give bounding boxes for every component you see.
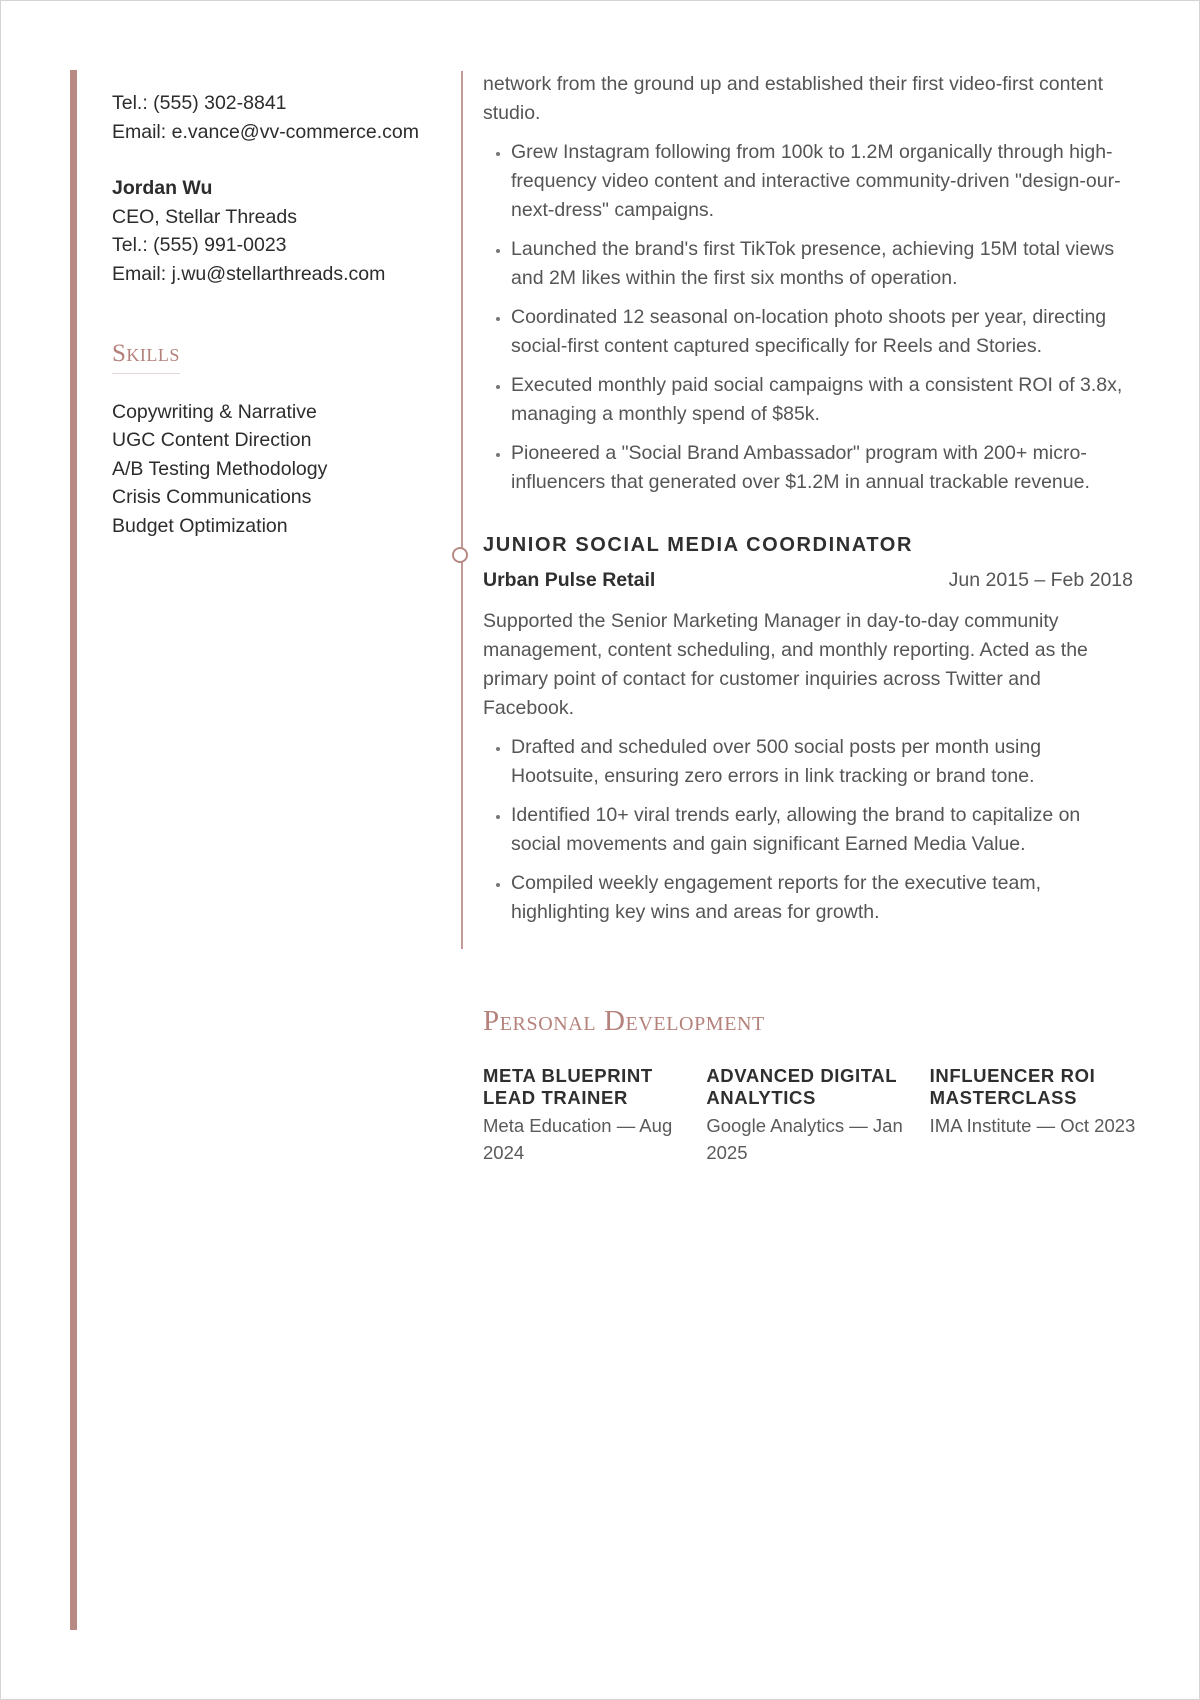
list-item: • Pioneered a "Social Brand Ambassador" program with 200+ micro-influencers that generated over $1.2M in annual trackable revenue. [511,439,1133,497]
certification-name: ADVANCED DIGITAL ANALYTICS [706,1065,897,1108]
list-item: • Identified 10+ viral trends early, allowing the brand to capitalize on social movements and gain significant Earned Media Value. [511,801,1133,859]
certification-detail: Google Analytics — Jan 2025 [706,1115,903,1163]
skills-heading: Skills [112,340,180,374]
job-title: JUNIOR SOCIAL MEDIA COORDINATOR [483,534,913,556]
reference-2-name: Jordan Wu [112,177,213,199]
list-item: • Drafted and scheduled over 500 social posts per month using Hootsuite, ensuring zero errors in link tracking or brand tone. [511,733,1133,791]
experience-column [483,70,1133,937]
previous-job-summary: network from the ground up and established their first video-first content studio. [483,73,1103,124]
reference-contact-1 [112,89,442,146]
certification-name: INFLUENCER ROI MASTERCLASS [929,1065,1096,1108]
skill-item: UGC Content Direction [112,429,312,451]
timeline-line [461,71,463,949]
left-accent-bar [70,70,77,1630]
certification-detail: Meta Education — Aug 2024 [483,1115,673,1163]
skill-item: Budget Optimization [112,514,288,537]
reference-2-email: Email: j.wu@stellarthreads.com [112,262,386,285]
job-summary: Supported the Senior Marketing Manager in day-to-day community management, content scheduling, and monthly reporting. Acted as the primary point of contact for customer inquiries across Twitter and Facebook. [483,610,1088,719]
skill-item: Copywriting & Narrative [112,400,317,423]
list-item: • Compiled weekly engagement reports for the executive team, highlighting key wins and areas for growth. [511,869,1133,927]
certification-detail: IMA Institute — Oct 2023 [929,1115,1136,1136]
list-item: • Launched the brand's first TikTok presence, achieving 15M total views and 2M likes within the first six months of operation. [511,235,1133,293]
reference-2-phone: Tel.: (555) 991-0023 [112,234,287,256]
job-bullets [483,733,1133,927]
job-dates: Jun 2015 – Feb 2018 [948,569,1133,591]
reference-1-email: Email: e.vance@vv-commerce.com [112,120,419,143]
certification-item [483,1065,706,1166]
previous-job-bullets [483,138,1133,497]
reference-contact-2 [112,174,442,288]
certification-item [706,1065,929,1166]
company-name: Urban Pulse Retail [483,569,656,591]
personal-development-heading: Personal Development [483,1005,765,1037]
timeline-dot [452,547,468,563]
skill-item: A/B Testing Methodology [112,457,328,480]
skills-list [112,398,442,541]
list-item: • Grew Instagram following from 100k to 1.2M organically through high-frequency video content and interactive community-driven "design-our-next-dress" campaigns. [511,138,1133,225]
certification-name: META BLUEPRINT LEAD TRAINER [483,1065,653,1108]
personal-development-grid [483,1065,1153,1166]
skill-item: Crisis Communications [112,486,312,508]
certification-item [930,1065,1153,1166]
reference-2-role: CEO, Stellar Threads [112,205,297,228]
left-column [112,89,442,540]
list-item: • Executed monthly paid social campaigns with a consistent ROI of 3.8x, managing a monthly spend of $85k. [511,371,1133,429]
list-item: • Coordinated 12 seasonal on-location photo shoots per year, directing social-first content captured specifically for Reels and Stories. [511,303,1133,361]
job-meta [483,566,1133,595]
reference-1-phone: Tel.: (555) 302-8841 [112,92,287,114]
